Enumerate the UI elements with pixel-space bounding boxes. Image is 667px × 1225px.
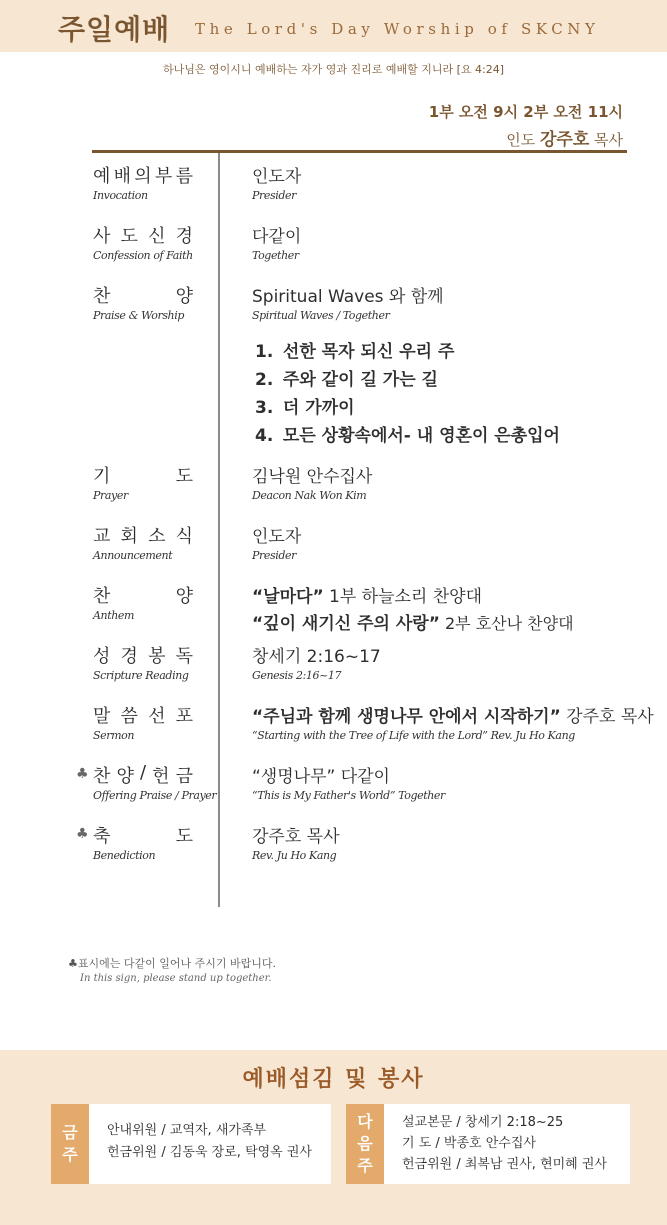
order-detail: 인도자: [252, 527, 302, 547]
this-week-lines: 안내위원 / 교역자, 새가족부 헌금위원 / 김동욱 장로, 탁영옥 권사: [107, 1123, 312, 1160]
order-detail: “날마다” 1부 하늘소리 찬양대: [252, 587, 483, 607]
order-detail-line2: “깊이 새기신 주의 사랑” 2부 호산나 찬양대: [252, 614, 574, 634]
order-detail: “생명나무” 다같이: [252, 767, 390, 787]
song-item: 4. 모든 상황속에서- 내 영혼이 은총입어: [255, 426, 560, 446]
order-detail-en: Spiritual Waves / Together: [252, 309, 390, 322]
order-title-en: Benediction: [93, 849, 156, 862]
page-title: 주일예배: [58, 13, 171, 46]
song-item: 1. 선한 목자 되신 우리 주: [255, 342, 455, 362]
ministry-title: 예배섬김 및 봉사: [242, 1067, 425, 1092]
order-detail: 강주호 목사: [252, 827, 340, 847]
order-title: 교 회 소 식: [93, 526, 193, 547]
order-item: [0, 282, 667, 338]
order-detail: “주님과 함께 생명나무 안에서 시작하기” 강주호 목사: [252, 707, 654, 727]
order-item: [0, 222, 667, 278]
service-presider: [506, 125, 623, 150]
order-title-en: Invocation: [93, 189, 148, 202]
order-item: [0, 582, 667, 638]
order-title: 기 도: [93, 466, 193, 487]
order-detail-en: Together: [252, 249, 299, 262]
this-week-tab: 금 주: [51, 1104, 89, 1184]
standing-note: ♣표시에는 다같이 일어나 주시기 바랍니다.: [68, 957, 276, 970]
standing-note-en: In this sign, please stand up together.: [80, 973, 272, 984]
next-week-lines: 설교본문 / 창세기 2:18~25 기 도 / 박종호 안수집사 헌금위원 / 최복남 권사, 현미혜 권사: [402, 1115, 607, 1172]
order-item: [0, 702, 667, 758]
order-item: [0, 162, 667, 218]
order-item: [0, 762, 667, 818]
order-title: 성 경 봉 독: [93, 646, 193, 667]
order-title-en: Confession of Faith: [93, 249, 193, 262]
order-title-en: Scripture Reading: [93, 669, 189, 682]
order-title: 사 도 신 경: [93, 226, 193, 247]
order-title: 말 씀 선 포: [93, 706, 193, 727]
order-detail-en: Presider: [252, 549, 296, 562]
order-detail-en: Presider: [252, 189, 296, 202]
order-detail: 인도자: [252, 167, 302, 187]
presider-suffix: 목사: [589, 131, 623, 149]
order-detail-en: Genesis 2:16~17: [252, 669, 342, 682]
order-title-en: Offering Praise / Prayer: [93, 789, 217, 802]
presider-name: 강주호: [539, 130, 590, 150]
order-detail: 창세기 2:16~17: [252, 647, 381, 667]
song-item: 3. 더 가까이: [255, 398, 355, 418]
order-detail: Spiritual Waves 와 함께: [252, 287, 444, 307]
order-detail: 다같이: [252, 227, 302, 247]
order-title: 예 배 의 부 름: [93, 166, 193, 187]
order-title: 찬 양 / 헌 금: [93, 762, 193, 787]
order-title-en: Announcement: [93, 549, 173, 562]
service-times: 1부 오전 9시 2부 오전 11시: [428, 103, 623, 121]
page-subtitle: The Lord's Day Worship of SKCNY: [195, 20, 600, 38]
order-detail-en: “This is My Father's World” Together: [252, 789, 445, 802]
praise-song-list: [255, 340, 560, 452]
order-item: [0, 642, 667, 698]
order-item: [0, 522, 667, 578]
order-detail-en: Rev. Ju Ho Kang: [252, 849, 337, 862]
order-title-en: Anthem: [93, 609, 135, 622]
order-item: [0, 462, 667, 518]
stand-mark-icon: ♣: [76, 826, 89, 842]
next-week-card: [346, 1104, 630, 1184]
order-detail-en: “Starting with the Tree of Life with the Lord” Rev. Ju Ho Kang: [252, 729, 575, 742]
order-detail-en: Deacon Nak Won Kim: [252, 489, 367, 502]
header-rule: [92, 150, 627, 153]
this-week-card: [51, 1104, 331, 1184]
presider-prefix: 인도: [506, 131, 540, 149]
next-week-tab: 다 음 주: [346, 1104, 384, 1184]
order-title-en: Praise & Worship: [93, 309, 185, 322]
order-detail: 김낙원 안수집사: [252, 467, 373, 487]
order-title-en: Sermon: [93, 729, 135, 742]
order-title: 축 도: [93, 826, 193, 847]
stand-mark-icon: ♣: [76, 766, 89, 782]
order-title: 찬 양: [93, 586, 193, 607]
scripture-verse: 하나님은 영이시니 예배하는 자가 영과 진리로 예배할 지니라 [요 4:24]: [162, 63, 505, 76]
order-title: 찬 양: [93, 286, 193, 307]
song-item: 2. 주와 같이 길 가는 길: [255, 370, 438, 390]
order-item: [0, 822, 667, 878]
order-title-en: Prayer: [93, 489, 128, 502]
